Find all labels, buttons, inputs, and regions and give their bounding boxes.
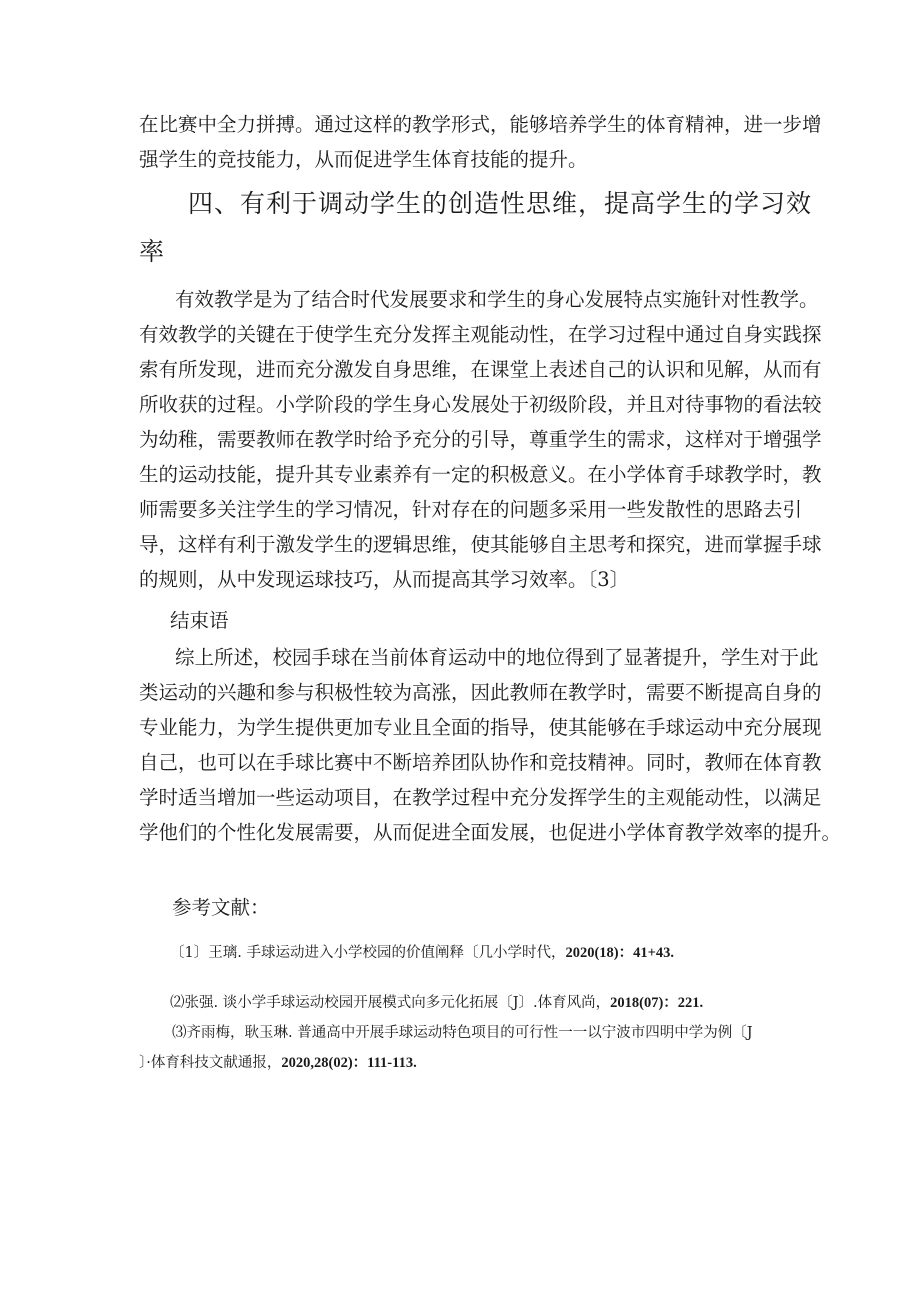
reference-item-3-line-1: ⑶齐雨梅，耿玉琳. 普通高中开展手球运动特色项目的可行性一一以宁波市四明中学为例〔J — [172, 1025, 753, 1041]
references-title: 参考文献： — [172, 896, 270, 919]
paragraph-line: 专业能力，为学生提供更加专业且全面的指导，使其能够在手球运动中充分展现 — [139, 716, 822, 739]
paragraph-line: 师需要多关注学生的学习情况，针对存在的问题多采用一些发散性的思路去引 — [139, 498, 803, 521]
paragraph-line: 所收获的过程。小学阶段的学生身心发展处于初级阶段，并且对待事物的看法较 — [139, 393, 822, 416]
paragraph-line: 类运动的兴趣和参与积极性较为高涨，因此教师在教学时，需要不断提高自身的 — [139, 681, 822, 704]
paragraph-line: 生的运动技能，提升其专业素养有一定的积极意义。在小学体育手球教学时，教 — [139, 463, 822, 486]
reference-citation: 2018(07)：221. — [610, 995, 704, 1011]
reference-citation: 2020(18)：41+43. — [565, 945, 674, 961]
section-heading-line-1: 四、有利于调动学生的创造性思维，提高学生的学习效 — [188, 189, 813, 218]
paragraph-line: 强学生的竞技能力，从而促进学生体育技能的提升。 — [139, 148, 588, 171]
reference-item-1 — [170, 943, 674, 963]
paragraph-line: 为幼稚，需要教师在教学时给予充分的引导，尊重学生的需求，这样对于增强学 — [139, 428, 822, 451]
paragraph-line: 有效教学是为了结合时代发展要求和学生的身心发展特点实施针对性教学。 — [175, 288, 819, 311]
reference-text: ⑵张强. 谈小学手球运动校园开展模式向多元化拓展〔J〕.体育风尚， — [170, 995, 611, 1011]
paragraph-line: 学时适当增加一些运动项目，在教学过程中充分发挥学生的主观能动性，以满足 — [139, 786, 822, 809]
paragraph-line: 有效教学的关键在于使学生充分发挥主观能动性，在学习过程中通过自身实践探 — [139, 323, 822, 346]
paragraph-line: 索有所发现，进而充分激发自身思维，在课堂上表述自己的认识和见解，从而有 — [139, 358, 822, 381]
reference-text: 〕·体育科技文献通报， — [139, 1055, 282, 1071]
paragraph-line: 自己，也可以在手球比赛中不断培养团队协作和竞技精神。同时，教师在体育教 — [139, 751, 822, 774]
section-heading-line-2: 率 — [139, 237, 166, 266]
paragraph-line: 导，这样有利于激发学生的逻辑思维，使其能够自主思考和探究，进而掌握手球 — [139, 533, 822, 556]
conclusion-title: 结束语 — [170, 609, 229, 632]
paragraph-line: 综上所述，校园手球在当前体育运动中的地位得到了显著提升，学生对于此 — [175, 646, 819, 669]
paragraph-line: 学他们的个性化发展需要，从而促进全面发展，也促进小学体育教学效率的提升。 — [139, 821, 842, 844]
reference-item-2 — [170, 993, 703, 1013]
reference-citation: 2020,28(02)：111-113. — [281, 1055, 417, 1071]
paragraph-line: 在比赛中全力拼搏。通过这样的教学形式，能够培养学生的体育精神，进一步增 — [139, 113, 822, 136]
reference-text: 〔1〕王璃. 手球运动进入小学校园的价值阐释〔几小学时代， — [170, 945, 566, 961]
paragraph-line: 的规则，从中发现运球技巧，从而提高其学习效率。〔3〕 — [139, 568, 630, 591]
reference-item-3-line-2 — [139, 1053, 417, 1073]
